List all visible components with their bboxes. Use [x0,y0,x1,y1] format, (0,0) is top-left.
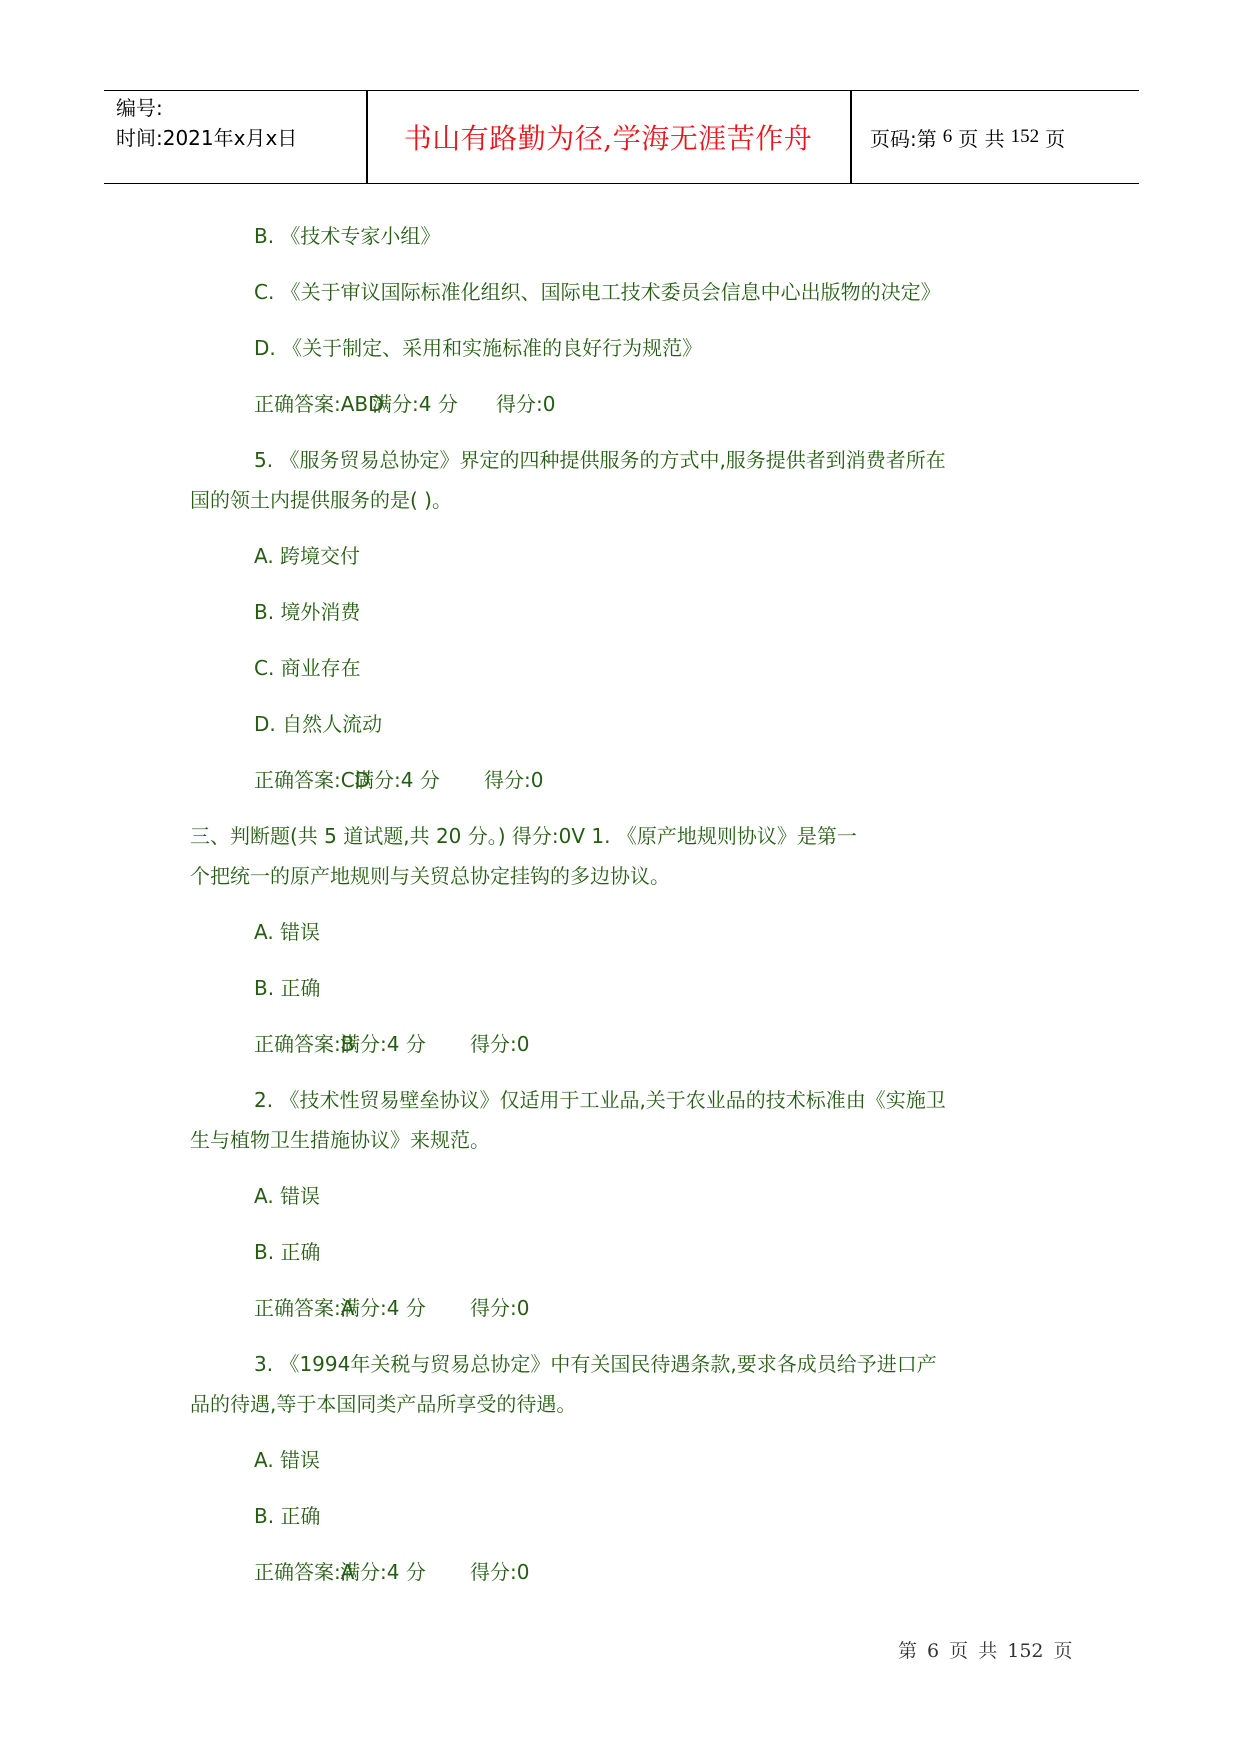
header-page-info [870,91,1065,183]
page-header [104,90,1139,184]
q5-option-d: D. 自然人流动 [254,712,383,736]
page-total: 152 [1010,126,1040,147]
q5-option-a: A. 跨境交付 [254,544,361,568]
question-content [190,216,1060,1608]
j2-correct-answer: 正确答案:A [254,1296,355,1320]
page-mid: 页 共 [958,126,1005,151]
j3-correct-answer: 正确答案:A [254,1560,355,1584]
j2-text-line2: 生与植物卫生措施协议》来规范。 [190,1128,490,1152]
j3-score: 得分:0 [470,1560,530,1584]
j2-full-score: 满分:4 分 [340,1296,426,1320]
j3-text-line1: 3. 《1994年关税与贸易总协定》中有关国民待遇条款,要求各成员给予进口产 [254,1352,937,1376]
q5-text-line2: 国的领土内提供服务的是( )。 [190,488,452,512]
j2-answer [190,1288,1060,1328]
time-label: 时间:2021年x月x日 [116,126,298,150]
q5-correct-answer: 正确答案:CD [254,768,371,792]
question-5 [190,440,1060,520]
q4-option-b: B. 《技术专家小组》 [254,224,441,248]
q4-option-c: C. 《关于审议国际标准化组织、国际电工技术委员会信息中心出版物的决定》 [254,280,941,304]
j1-option-b: B. 正确 [254,976,321,1000]
judgement-3 [190,1344,1060,1424]
j3-full-score: 满分:4 分 [340,1560,426,1584]
page-prefix: 页码:第 [870,126,937,151]
j2-option-b: B. 正确 [254,1240,321,1264]
judgement-2 [190,1080,1060,1160]
page-footer: 第 6 页 共 152 页 [898,1640,1073,1662]
q5-answer [190,760,1060,800]
q5-text-line1: 5. 《服务贸易总协定》界定的四种提供服务的方式中,服务提供者到消费者所在 [254,448,946,472]
q5-option-c: C. 商业存在 [254,656,361,680]
j3-text-line2: 品的待遇,等于本国同类产品所享受的待遇。 [190,1392,577,1416]
header-divider-right [850,91,852,183]
j2-score: 得分:0 [470,1296,530,1320]
section-3-line1: 三、判断题(共 5 道试题,共 20 分。) 得分:0V 1. 《原产地规则协议》是第一 [190,824,857,848]
page-current: 6 [942,126,953,147]
j1-answer [190,1024,1060,1064]
section-3-judgement [190,816,1060,896]
j1-full-score: 满分:4 分 [340,1032,426,1056]
page-suffix: 页 [1045,126,1066,151]
header-meta [116,93,366,153]
j3-answer [190,1552,1060,1592]
j1-correct-answer: 正确答案:B [254,1032,355,1056]
j3-option-a: A. 错误 [254,1448,321,1472]
q4-answer [190,384,1060,424]
number-label: 编号: [116,96,163,120]
j2-option-a: A. 错误 [254,1184,321,1208]
header-motto: 书山有路勤为径,学海无涯苦作舟 [403,122,813,155]
j1-option-a: A. 错误 [254,920,321,944]
j2-text-line1: 2. 《技术性贸易壁垒协议》仅适用于工业品,关于农业品的技术标准由《实施卫 [254,1088,946,1112]
section-3-line2: 个把统一的原产地规则与关贸总协定挂钩的多边协议。 [190,864,670,888]
q5-option-b: B. 境外消费 [254,600,361,624]
q4-correct-answer: 正确答案:ABD [254,392,384,416]
j1-score: 得分:0 [470,1032,530,1056]
q4-full-score: 满分:4 分 [372,392,458,416]
q4-score: 得分:0 [496,392,556,416]
q5-full-score: 满分:4 分 [354,768,440,792]
j3-option-b: B. 正确 [254,1504,321,1528]
q4-option-d: D. 《关于制定、采用和实施标准的良好行为规范》 [254,336,703,360]
q5-score: 得分:0 [484,768,544,792]
